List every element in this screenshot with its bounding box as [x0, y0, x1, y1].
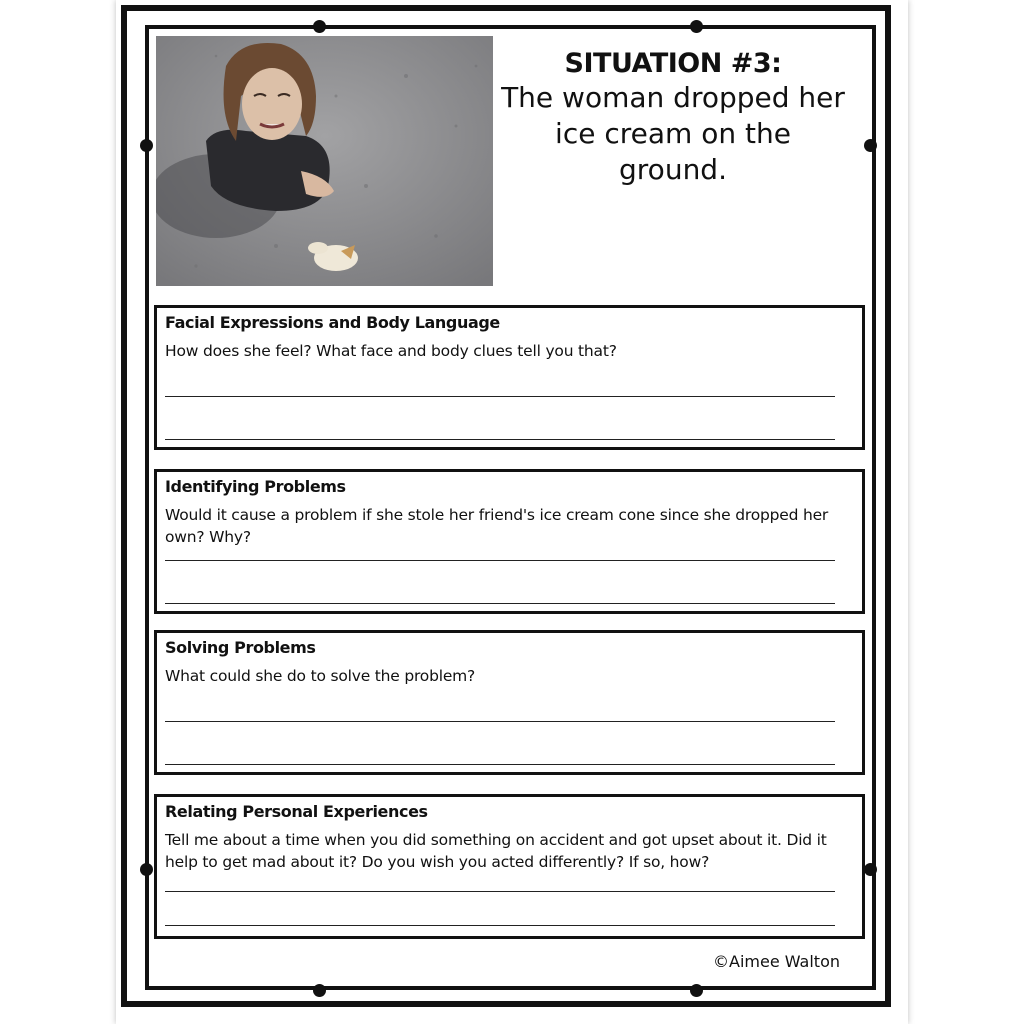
border-dot-icon [313, 984, 326, 997]
border-dot-icon [864, 139, 877, 152]
answer-line[interactable] [165, 560, 835, 561]
section-identifying-problems [154, 469, 865, 614]
answer-line[interactable] [165, 603, 835, 604]
section-relating-personal-experiences [154, 794, 865, 939]
situation-label: SITUATION #3: [564, 48, 782, 79]
copyright-notice: ©Aimee Walton [713, 952, 840, 971]
section-solving-problems [154, 630, 865, 775]
answer-line[interactable] [165, 721, 835, 722]
section-title: Relating Personal Experiences [165, 802, 428, 821]
answer-line[interactable] [165, 925, 835, 926]
section-title: Facial Expressions and Body Language [165, 313, 500, 332]
answer-line[interactable] [165, 764, 835, 765]
woman-dropped-ice-cream-photo [156, 36, 493, 286]
section-question: Tell me about a time when you did something on accident and got upset about it. Did it help to get mad about it? Do you wish you acted differently? If so, how? [165, 831, 827, 871]
section-question: How does she feel? What face and body clues tell you that? [165, 342, 617, 360]
situation-description: The woman dropped her ice cream on the ground. [501, 81, 845, 186]
answer-line[interactable] [165, 396, 835, 397]
border-dot-icon [140, 139, 153, 152]
answer-line[interactable] [165, 439, 835, 440]
border-dot-icon [313, 20, 326, 33]
border-dot-icon [690, 984, 703, 997]
border-dot-icon [140, 863, 153, 876]
situation-photo [156, 36, 493, 286]
border-dot-icon [864, 863, 877, 876]
situation-header [497, 46, 849, 188]
section-question: What could she do to solve the problem? [165, 667, 476, 685]
border-dot-icon [690, 20, 703, 33]
section-facial-expressions [154, 305, 865, 450]
section-title: Solving Problems [165, 638, 316, 657]
answer-line[interactable] [165, 891, 835, 892]
section-question: Would it cause a problem if she stole her friend's ice cream cone since she dropped her own? Why? [165, 506, 829, 546]
section-title: Identifying Problems [165, 477, 346, 496]
